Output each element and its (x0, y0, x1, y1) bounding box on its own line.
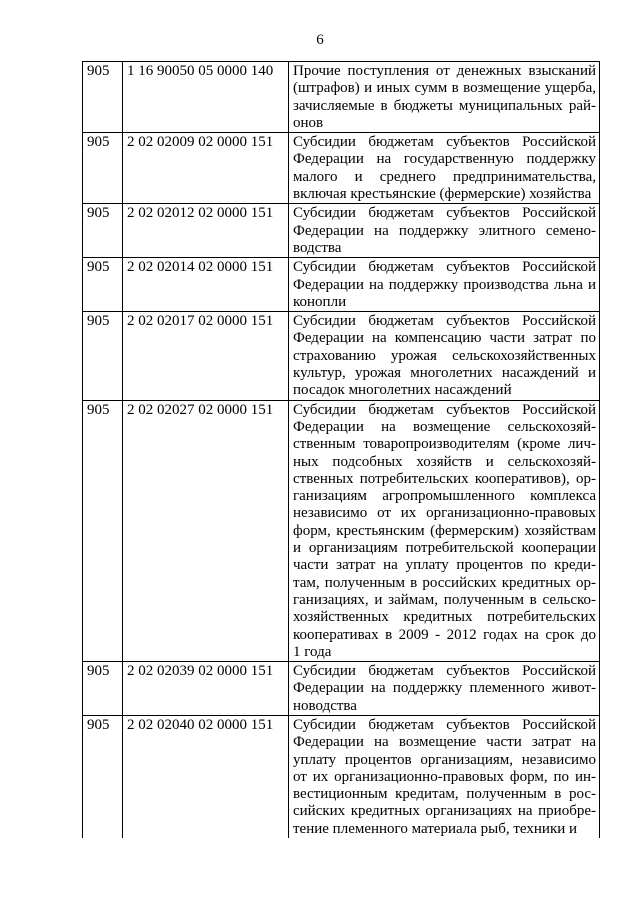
description-line: культур, урожая многолетних насаждений и (293, 365, 596, 382)
description-line: конопли (293, 293, 347, 310)
description-line: посадок многолетних насаждений (293, 382, 512, 399)
admin-code-cell: 905 (83, 312, 123, 400)
budget-classification-code-cell: 2 02 02027 02 0000 151 (123, 400, 289, 661)
description-line: сийских кредитных организациях на приобре- (293, 803, 596, 820)
budget-classification-code-cell: 2 02 02012 02 0000 151 (123, 204, 289, 258)
description-line: Федерации на компенсацию части затрат по (293, 330, 596, 347)
description-line: форм, крестьянским (фермерским) хозяйствам (293, 522, 596, 539)
table-row (83, 62, 600, 133)
description-line: Субсидии бюджетам субъектов Российской (293, 716, 596, 733)
table-row (83, 258, 600, 312)
description-line: ственным товаропроизводителям (кроме лич- (293, 436, 596, 453)
description-line: кооперативах в 2009 - 2012 годах на срок до (293, 626, 596, 643)
table-row (83, 400, 600, 661)
description-line: независимо от их организационно-правовых (293, 505, 596, 522)
description-line: хозяйственных кредитных потребительских (293, 609, 596, 626)
description-line: там, полученным в российских кредитных ор- (293, 574, 596, 591)
revenue-description-cell (289, 258, 600, 312)
admin-code-cell: 905 (83, 715, 123, 838)
revenue-codes-table (82, 61, 600, 838)
description-line: ных подсобных хозяйств и сельскохозяй- (293, 453, 596, 470)
table-row (83, 204, 600, 258)
description-line: зачисляемые в бюджеты муниципальных рай- (293, 97, 596, 114)
budget-classification-code-cell: 2 02 02009 02 0000 151 (123, 133, 289, 204)
revenue-description-cell (289, 662, 600, 716)
description-line: Прочие поступления от денежных взысканий (293, 63, 596, 79)
admin-code-cell: 905 (83, 133, 123, 204)
description-line: Федерации на возмещение части затрат на (293, 734, 596, 751)
table-row (83, 715, 600, 838)
description-line: Субсидии бюджетам субъектов Российской (293, 134, 596, 151)
description-line: Субсидии бюджетам субъектов Российской (293, 663, 596, 680)
table-row (83, 662, 600, 716)
revenue-description-cell (289, 312, 600, 400)
description-line: ганизациям агропромышленного комплекса (293, 488, 596, 505)
admin-code-cell: 905 (83, 400, 123, 661)
budget-classification-code-cell: 2 02 02017 02 0000 151 (123, 312, 289, 400)
table-body (83, 62, 600, 839)
budget-classification-code-cell: 1 16 90050 05 0000 140 (123, 62, 289, 133)
description-line: тение племенного материала рыб, техники и (293, 820, 578, 837)
description-line: от их организационно-правовых форм, по ин- (293, 768, 596, 785)
description-line: Федерации на поддержку элитного семено- (293, 222, 596, 239)
admin-code-cell: 905 (83, 204, 123, 258)
description-line: ственных потребительских кооперативов), ор- (293, 470, 596, 487)
budget-classification-code-cell: 2 02 02040 02 0000 151 (123, 715, 289, 838)
admin-code-cell: 905 (83, 662, 123, 716)
description-line: ганизациях, и займам, полученным в сельско- (293, 591, 596, 608)
description-line: вестиционным кредитам, полученным в рос- (293, 786, 596, 803)
description-line: Субсидии бюджетам субъектов Российской (293, 205, 596, 222)
table-row (83, 312, 600, 400)
description-line: страхованию урожая сельскохозяйственных (293, 347, 596, 364)
description-line: Субсидии бюджетам субъектов Российской (293, 259, 596, 276)
description-line: Субсидии бюджетам субъектов Российской (293, 401, 596, 418)
revenue-description-cell (289, 62, 600, 133)
description-line: онов (293, 114, 324, 131)
description-line: новодства (293, 697, 357, 714)
budget-classification-code-cell: 2 02 02014 02 0000 151 (123, 258, 289, 312)
description-line: 1 года (293, 643, 332, 660)
revenue-description-cell (289, 133, 600, 204)
page-number: 6 (316, 32, 324, 48)
admin-code-cell: 905 (83, 62, 123, 133)
budget-classification-code-cell: 2 02 02039 02 0000 151 (123, 662, 289, 716)
description-line: Федерации на поддержку племенного живот- (293, 680, 596, 697)
description-line: включая крестьянские (фермерские) хозяйства (293, 186, 592, 203)
table-row (83, 133, 600, 204)
description-line: Субсидии бюджетам субъектов Российской (293, 313, 596, 330)
revenue-description-cell (289, 400, 600, 661)
description-line: уплату процентов организациям, независимо (293, 751, 596, 768)
description-line: (штрафов) и иных сумм в возмещение ущерба, (293, 80, 596, 97)
admin-code-cell: 905 (83, 258, 123, 312)
description-line: малого и среднего предпринимательства, (293, 168, 596, 185)
description-line: Федерации на государственную поддержку (293, 151, 596, 168)
revenue-description-cell (289, 715, 600, 838)
revenue-description-cell (289, 204, 600, 258)
description-line: Федерации на возмещение сельскохозяй- (293, 418, 596, 435)
description-line: и организациям потребительской кооперации (293, 540, 596, 557)
description-line: водства (293, 239, 342, 256)
description-line: Федерации на поддержку производства льна и (293, 276, 596, 293)
description-line: части затрат на уплату процентов по креди- (293, 557, 596, 574)
